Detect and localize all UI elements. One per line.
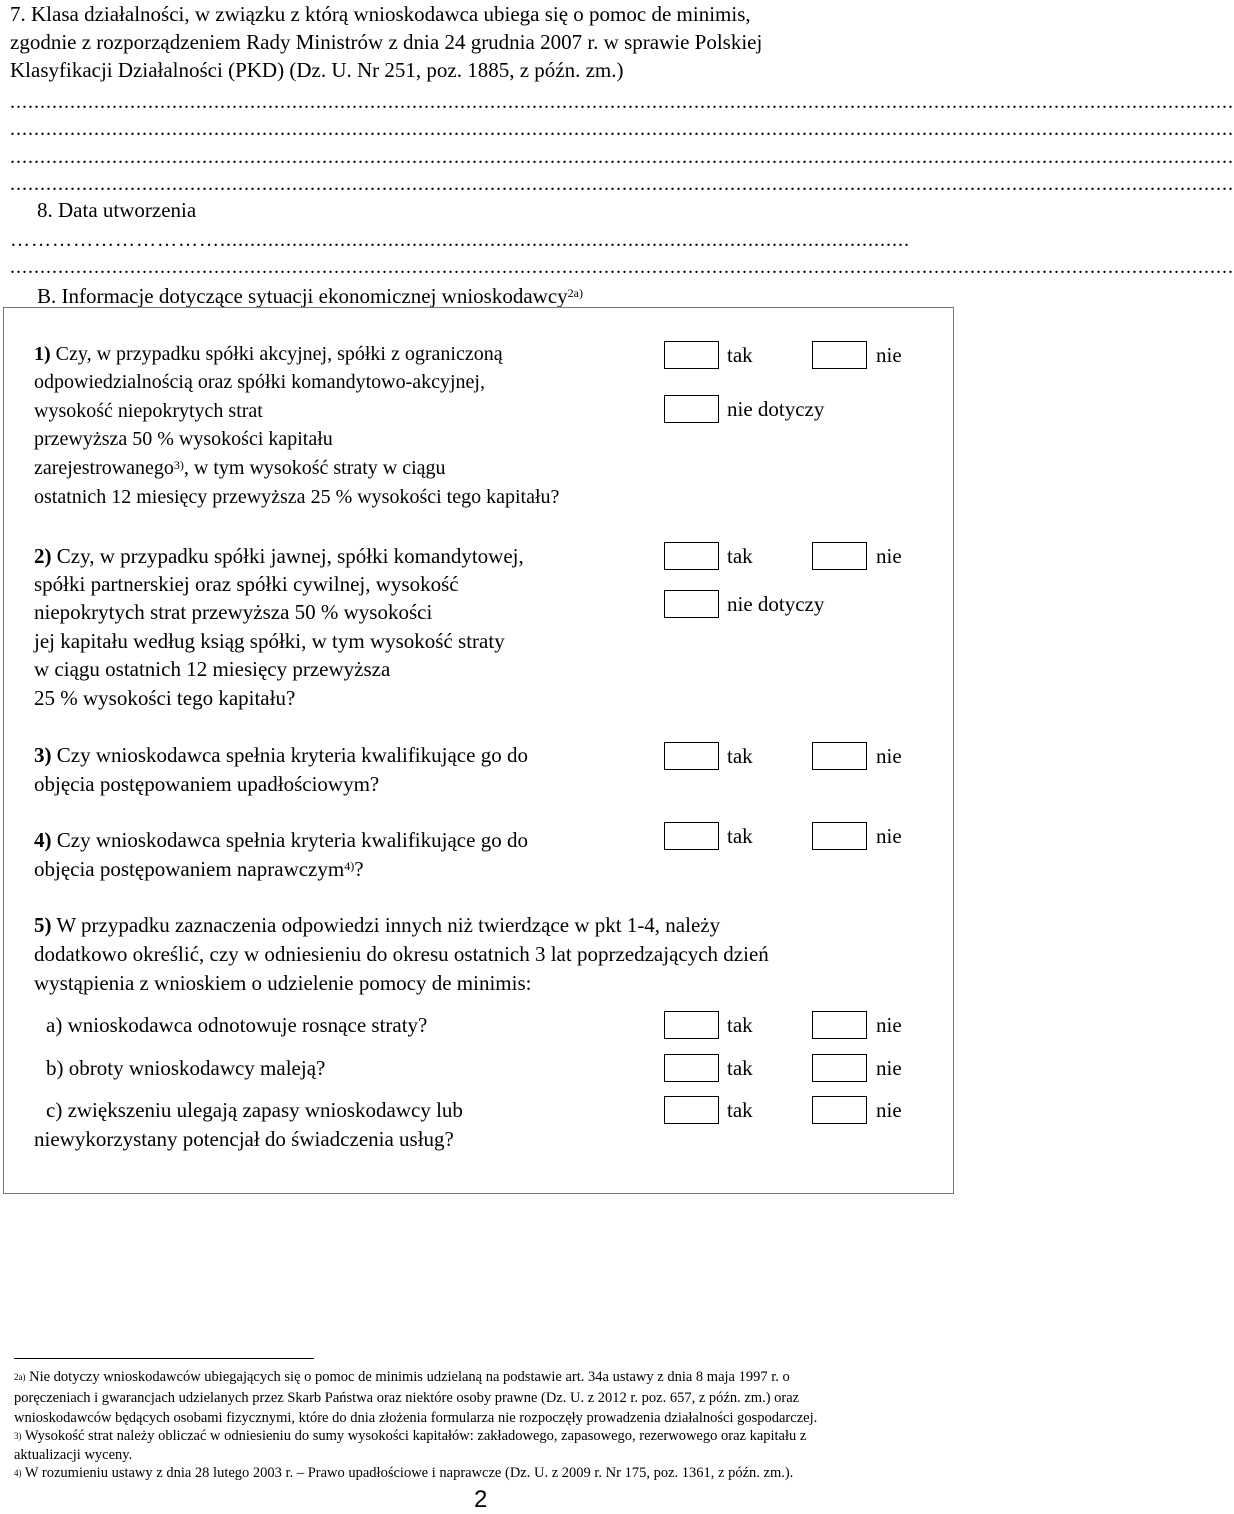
- q5c-no-checkbox[interactable]: [812, 1096, 867, 1124]
- q5c-no-label: nie: [876, 1098, 902, 1122]
- footnote-ref: 2a): [567, 286, 583, 300]
- q2-line: w ciągu ostatnich 12 miesięcy przewyższa: [34, 657, 391, 681]
- q1-line: wysokość niepokrytych strat: [34, 400, 263, 422]
- q2-line: jej kapitału według ksiąg spółki, w tym wysokość straty: [34, 629, 505, 653]
- q1-line: ostatnich 12 miesięcy przewyższa 25 % wysokości tego kapitału?: [34, 486, 560, 508]
- section7-line2: zgodnie z rozporządzeniem Rady Ministrów z dnia 24 grudnia 2007 r. w sprawie Polskiej: [10, 30, 763, 54]
- pkd-fill-line[interactable]: ............................................................................................................................................................................................................: [10, 91, 1234, 113]
- q2-line: 25 % wysokości tego kapitału?: [34, 686, 296, 710]
- footnote-3: $^{3)}$ Wysokość strat należy obliczać w odniesieniu do sumy wysokości kapitałów: zakładowego, zapasowego, rezerwowego oraz kapitału z: [14, 1428, 807, 1444]
- footnote-3: aktualizacji wyceny.: [14, 1447, 133, 1463]
- q2-no-label: nie: [876, 544, 902, 568]
- pkd-fill-line[interactable]: ............................................................................................................................................................................................................: [10, 146, 1234, 168]
- q5c-yes-checkbox[interactable]: [664, 1096, 719, 1124]
- q2-line: 2) Czy, w przypadku spółki jawnej, spółki komandytowej,: [34, 544, 524, 568]
- q5a-yes-checkbox[interactable]: [664, 1011, 719, 1039]
- q1-line: odpowiedzialnością oraz spółki komandytowo-akcyjnej,: [34, 371, 485, 393]
- creation-date-fill-line[interactable]: ............................................................................................................................................................................................................: [10, 256, 1234, 278]
- footnote-2a: $^{2a)}$ Nie dotyczy wnioskodawców ubiegających się o pomoc de minimis udzielaną na podstawie art. 34a ustawy z dnia 8 maja 1997 r. o: [14, 1369, 790, 1385]
- section-b-title: B. Informacje dotyczące sytuacji ekonomicznej wnioskodawcy$^{2a)}$: [37, 284, 583, 308]
- q5a-no-checkbox[interactable]: [812, 1011, 867, 1039]
- q5c-text: c) zwiększeniu ulegają zapasy wnioskodawcy lub: [46, 1098, 463, 1122]
- footnote-2a: poręczeniach i gwarancjach udzielanych przez Skarb Państwa oraz niektóre osoby prawne (Dz. U. z 2012 r. poz. 657, z późn. zm.) oraz: [14, 1390, 800, 1406]
- q5-line: wystąpienia z wnioskiem o udzielenie pomocy de minimis:: [34, 971, 532, 995]
- creation-date-label: 8. Data utworzenia: [37, 198, 197, 222]
- q4-no-label: nie: [876, 824, 902, 848]
- q2-na-checkbox[interactable]: [664, 590, 719, 618]
- q2-yes-label: tak: [727, 544, 753, 568]
- q3-yes-checkbox[interactable]: [664, 742, 719, 770]
- q3-yes-label: tak: [727, 744, 753, 768]
- q2-na-label: nie dotyczy: [727, 592, 825, 616]
- footnote-4: $^{4)}$ W rozumieniu ustawy z dnia 28 lutego 2003 r. – Prawo upadłościowe i naprawcze (Dz. U. z 2009 r. Nr 175, poz. 1361, z późn. zm.).: [14, 1465, 794, 1481]
- q1-yes-checkbox[interactable]: [664, 341, 719, 369]
- q1-no-label: nie: [876, 343, 902, 367]
- q2-no-checkbox[interactable]: [812, 542, 867, 570]
- section7-line1: 7. Klasa działalności, w związku z którą wnioskodawca ubiega się o pomoc de minimis,: [10, 2, 751, 26]
- q4-line: 4) Czy wnioskodawca spełnia kryteria kwalifikujące go do: [34, 828, 528, 852]
- q5c-yes-label: tak: [727, 1098, 753, 1122]
- q5b-text: b) obroty wnioskodawcy maleją?: [46, 1056, 326, 1080]
- q1-line: 1) Czy, w przypadku spółki akcyjnej, spółki z ograniczoną: [34, 343, 503, 365]
- q3-line: 3) Czy wnioskodawca spełnia kryteria kwalifikujące go do: [34, 743, 528, 767]
- creation-date-fill-line[interactable]: …………………………...................................................................................................................: [10, 229, 910, 251]
- q3-line: objęcia postępowaniem upadłościowym?: [34, 772, 380, 796]
- q5c-text: niewykorzystany potencjał do świadczenia usług?: [34, 1127, 454, 1151]
- q2-line: niepokrytych strat przewyższa 50 % wysokości: [34, 600, 433, 624]
- q3-no-label: nie: [876, 744, 902, 768]
- q1-yes-label: tak: [727, 343, 753, 367]
- q5-line: 5) W przypadku zaznaczenia odpowiedzi innych niż twierdzące w pkt 1-4, należy: [34, 913, 721, 937]
- q4-no-checkbox[interactable]: [812, 822, 867, 850]
- q1-line: zarejestrowanego$^{3)}$, w tym wysokość straty w ciągu: [34, 457, 446, 479]
- q5b-yes-label: tak: [727, 1056, 753, 1080]
- q5b-no-checkbox[interactable]: [812, 1054, 867, 1082]
- page-number: 2: [474, 1486, 488, 1513]
- q4-yes-label: tak: [727, 824, 753, 848]
- q5b-no-label: nie: [876, 1056, 902, 1080]
- q2-yes-checkbox[interactable]: [664, 542, 719, 570]
- pkd-fill-line[interactable]: ............................................................................................................................................................................................................: [10, 173, 1234, 195]
- q1-na-checkbox[interactable]: [664, 395, 719, 423]
- q5a-text: a) wnioskodawca odnotowuje rosnące straty?: [46, 1013, 428, 1037]
- q1-line: przewyższa 50 % wysokości kapitału: [34, 428, 333, 450]
- q2-line: spółki partnerskiej oraz spółki cywilnej, wysokość: [34, 572, 459, 596]
- q5a-yes-label: tak: [727, 1013, 753, 1037]
- q1-no-checkbox[interactable]: [812, 341, 867, 369]
- q5-line: dodatkowo określić, czy w odniesieniu do okresu ostatnich 3 lat poprzedzających dzień: [34, 942, 769, 966]
- q5a-no-label: nie: [876, 1013, 902, 1037]
- section7-line3: Klasyfikacji Działalności (PKD) (Dz. U. Nr 251, poz. 1885, z późn. zm.): [10, 58, 624, 82]
- footnote-2a: wnioskodawców będących osobami fizycznymi, które do dnia złożenia formularza nie rozpoczęły prowadzenia działalności gospodarczej.: [14, 1410, 818, 1426]
- q3-no-checkbox[interactable]: [812, 742, 867, 770]
- q1-na-label: nie dotyczy: [727, 397, 825, 421]
- q4-yes-checkbox[interactable]: [664, 822, 719, 850]
- pkd-fill-line[interactable]: ............................................................................................................................................................................................................: [10, 118, 1234, 140]
- q4-line: objęcia postępowaniem naprawczym$^{4)}$?: [34, 857, 364, 881]
- footnote-separator: [14, 1358, 314, 1359]
- q5b-yes-checkbox[interactable]: [664, 1054, 719, 1082]
